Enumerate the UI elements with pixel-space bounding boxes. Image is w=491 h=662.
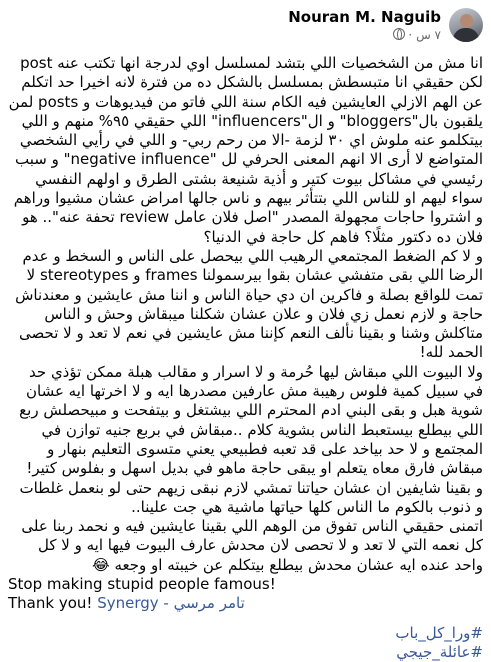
post-paragraph: انا مش من الشخصيات اللي بتشد لمسلسل اوي لدرجة انها تكتب عنه post لكن حقيقي انا متبسطش بمسلسل بالشكل ده من فترة لانه اخيرا حد اتكلم عن الهم الازلي العايشين فيه الكام سنة اللي فاتو من فيديوهات و posts لمن يلقبون بال"bloggers" و ال"influencers" اللي حقيقي ٩٥% منهم و اللي بيتكلمو عنه ملوش اي ٣٠ لزمة -الا من رحم ربي- و اللي في رأيي الشخصي المتواضع لا أرى الا انهم المعنى الحرفي لل "negative influence" و سبب رئيسي في مشاكل بيوت كتير و أذية شنيعة بشتى الطرق و اولهم النفسي سواء ليهم او للناس اللي بتتأثر بيهم و ناس جالها امراض عشان مشيوا وراهم و اشتروا حاجات مجهولة المصدر "اصل فلان عامل review تحفة عنه".. هو فلان ده دكتور مثلًا؟ فاهم كل حاجة في الدنيا؟ bbox=[8, 54, 483, 246]
author-name[interactable]: Nouran M. Naguib bbox=[288, 8, 441, 26]
post-paragraph: و لا كم الضغط المجتمعي الرهيب اللي بيحصل على الناس و السخط و عدم الرضا اللي بقى متفشي عشان بقوا بيرسمولنا frames و stereotypes لا تمت للواقع بصلة و فاكرين ان دي حياة الناس و اننا مش عايشين و معندناش حاجة و لازم نعمل زي فلان و علان عشان شكلنا ميبقاش وحش و الناس متاكلش وشنا و بقينا نألف النعم كإننا مش عايشين في نعم لا تعد و لا تحصى الحمد لله! bbox=[15, 246, 483, 362]
hashtag-link[interactable]: #عائلة_جيجي bbox=[396, 642, 483, 661]
post-time[interactable]: ٧ س bbox=[416, 28, 441, 42]
synergy-page-link[interactable]: Synergy - تامر مرسي bbox=[97, 594, 245, 613]
thanks-line bbox=[8, 594, 483, 613]
hashtag-list bbox=[8, 624, 483, 662]
author-avatar[interactable] bbox=[449, 8, 483, 42]
post-paragraph: اتمنى حقيقي الناس تفوق من الوهم اللي بقينا عايشين فيه و نحمد ربنا على كل نعمه التي لا تعد و لا تحصى لان محدش عارف البيوت فيها ايه و لا كل واحد عنده ايه عشان محدش بيطلع بيتكلم عن خيبته او وجعه 😂 bbox=[21, 517, 483, 574]
english-line: Stop making stupid people famous! bbox=[8, 575, 276, 594]
avatar-head-shape bbox=[460, 14, 473, 28]
avatar-shoulders-shape bbox=[453, 28, 479, 42]
globe-icon[interactable] bbox=[393, 28, 405, 40]
hashtag-link[interactable]: #ورا_كل_باب bbox=[395, 623, 483, 642]
separator-dot: · bbox=[408, 28, 413, 42]
post-subline bbox=[288, 27, 441, 43]
post-body bbox=[8, 54, 483, 662]
post-paragraph: و بقينا شايفين ان عشان حياتنا تمشي لازم نبقى زيهم حتى لو بنعمل غلطات و ذنوب بالكوم ما الناس كلها حياتها ماشية هي جت علينا.. bbox=[19, 478, 483, 516]
post-meta bbox=[288, 8, 441, 43]
thanks-prefix: Thank you! bbox=[8, 594, 93, 613]
post-paragraph: ولا البيوت اللي مبقاش ليها حُرمة و لا اسرار و مقالب هبلة ممكن تؤذي حد في سبيل كمية فلوس رهيبة مش عارفين مصدرها ايه و لا اخرتها ايه عشان شوية هبل و بقى البني ادم المحترم اللي بيشتغل و بيتفحت و مبيحصلش ربع اللي بيطلع بيستعبط الناس بشوية كلام ..مبقاش في بربع جنيه توازن في المجتمع و لا حد بياخد على قد تعبه فطبيعي يعني متسوى التعليم بنهار و مبقاش فارق معاه يتعلم او يبقى حاجة ماهو في بديل اسهل و بفلوس كتير! bbox=[19, 362, 483, 478]
post-header bbox=[8, 8, 483, 42]
